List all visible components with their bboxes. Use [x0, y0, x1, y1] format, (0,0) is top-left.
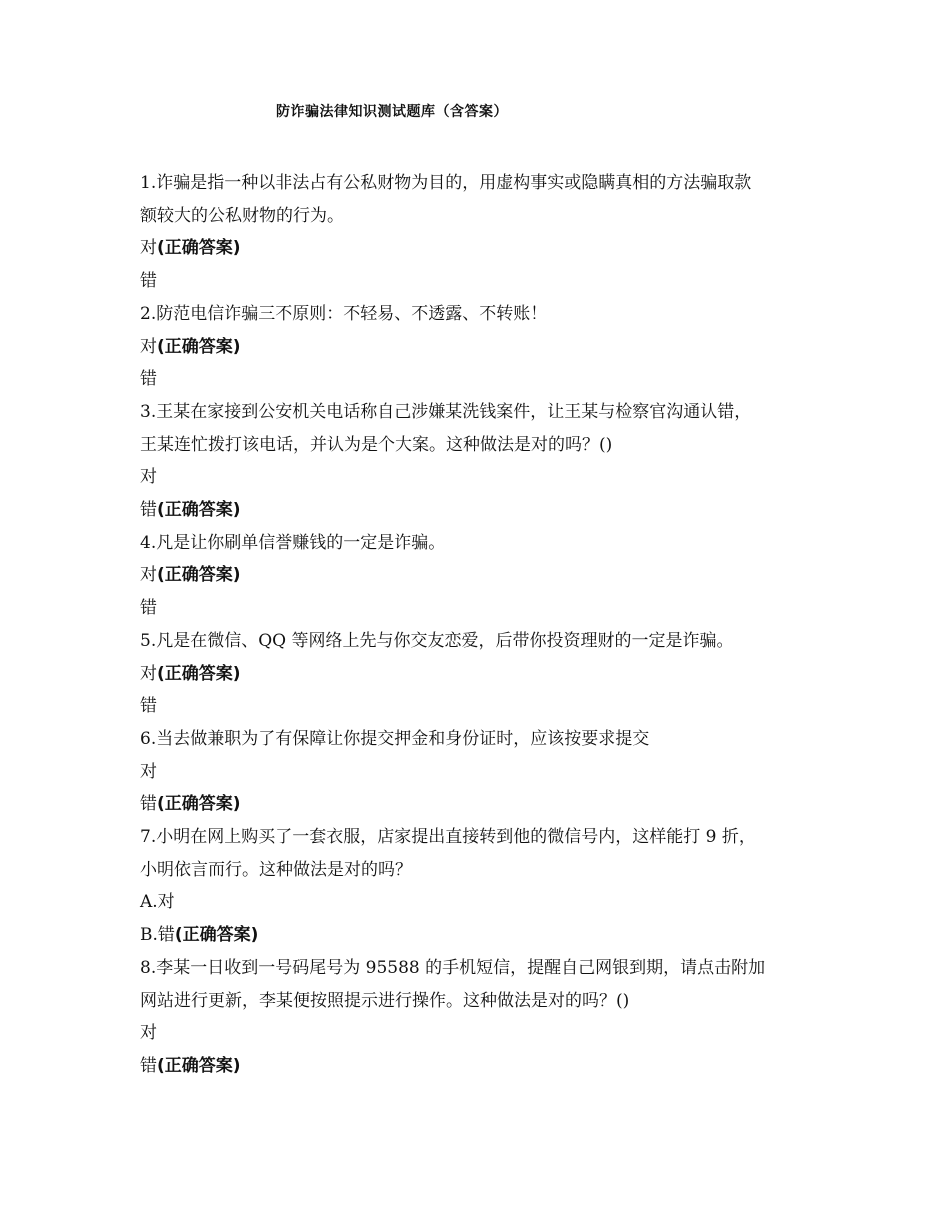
question-list — [140, 167, 830, 1083]
question-text-line: 7.小明在网上购买了一套衣服，店家提出直接转到他的微信号内，这样能打 9 折， — [140, 827, 756, 848]
question-text-line: 8.李某一日收到一号码尾号为 95588 的手机短信，提醒自己网银到期，请点击附加 — [140, 957, 766, 978]
question-text-line: 4.凡是让你刷单信誉赚钱的一定是诈骗。 — [140, 532, 446, 553]
answer-option — [140, 331, 830, 364]
correct-answer-tag: (正确答案) — [157, 500, 241, 521]
option-label: 错 — [140, 1055, 157, 1076]
question-block — [140, 298, 830, 396]
question-text-line: 小明依言而行。这种做法是对的吗？ — [140, 859, 412, 880]
question-text-line: 2.防范电信诈骗三不原则：不轻易、不透露、不转账！ — [140, 303, 548, 324]
answer-option — [140, 592, 830, 625]
question-text-line: 额较大的公私财物的行为。 — [140, 205, 344, 226]
correct-answer-tag: (正确答案) — [157, 1055, 241, 1076]
correct-answer-tag: (正确答案) — [174, 925, 259, 946]
question-block — [140, 625, 830, 723]
question-text-line: 5.凡是在微信、QQ 等网络上先与你交友恋爱，后带你投资理财的一定是诈骗。 — [140, 630, 734, 651]
option-label: 错 — [140, 271, 157, 292]
answer-option — [140, 1050, 830, 1083]
correct-answer-tag: (正确答案) — [157, 565, 241, 586]
option-label: 对 — [140, 467, 157, 488]
question-block — [140, 952, 830, 1083]
question-block — [140, 723, 830, 821]
question-text-line: 1.诈骗是指一种以非法占有公私财物为目的，用虚构事实或隐瞒真相的方法骗取款 — [140, 173, 752, 193]
answer-option — [140, 886, 830, 919]
option-label: A.对 — [140, 892, 175, 913]
answer-option — [140, 265, 830, 298]
correct-answer-tag: (正确答案) — [157, 794, 241, 815]
question-text-line: 6.当去做兼职为了有保障让你提交押金和身份证时，应该按要求提交 — [140, 728, 650, 749]
option-label: B.错 — [140, 925, 175, 946]
option-label: 对 — [140, 1023, 157, 1044]
question-text-line: 王某连忙拨打该电话，并认为是个大案。这种做法是对的吗？() — [140, 434, 613, 455]
correct-answer-tag: (正确答案) — [157, 336, 241, 357]
answer-option — [140, 690, 830, 723]
question-block — [140, 167, 830, 298]
answer-option — [140, 559, 830, 592]
option-label: 对 — [140, 761, 157, 782]
option-label: 对 — [140, 663, 157, 684]
answer-option — [140, 788, 830, 821]
option-label: 错 — [140, 369, 157, 390]
answer-option — [140, 232, 830, 265]
option-label: 错 — [140, 696, 157, 717]
answer-option — [140, 658, 830, 691]
correct-answer-tag: (正确答案) — [157, 663, 241, 684]
option-label: 对 — [140, 565, 157, 586]
answer-option — [140, 461, 830, 494]
question-block — [140, 396, 830, 527]
question-text-line: 3.王某在家接到公安机关电话称自己涉嫌某洗钱案件，让王某与检察官沟通认错， — [140, 401, 752, 422]
answer-option — [140, 919, 830, 952]
question-block — [140, 527, 830, 625]
question-text-line: 网站进行更新，李某便按照提示进行操作。这种做法是对的吗？() — [140, 990, 630, 1011]
document-title: 防诈骗法律知识测试题库（含答案） — [276, 104, 508, 120]
answer-option — [140, 363, 830, 396]
option-label: 错 — [140, 500, 157, 521]
question-block — [140, 821, 830, 952]
option-label: 错 — [140, 794, 157, 815]
answer-option — [140, 1017, 830, 1050]
option-label: 对 — [140, 336, 157, 357]
option-label: 对 — [140, 238, 157, 259]
correct-answer-tag: (正确答案) — [157, 238, 241, 259]
option-label: 错 — [140, 598, 157, 619]
answer-option — [140, 494, 830, 527]
answer-option — [140, 756, 830, 789]
